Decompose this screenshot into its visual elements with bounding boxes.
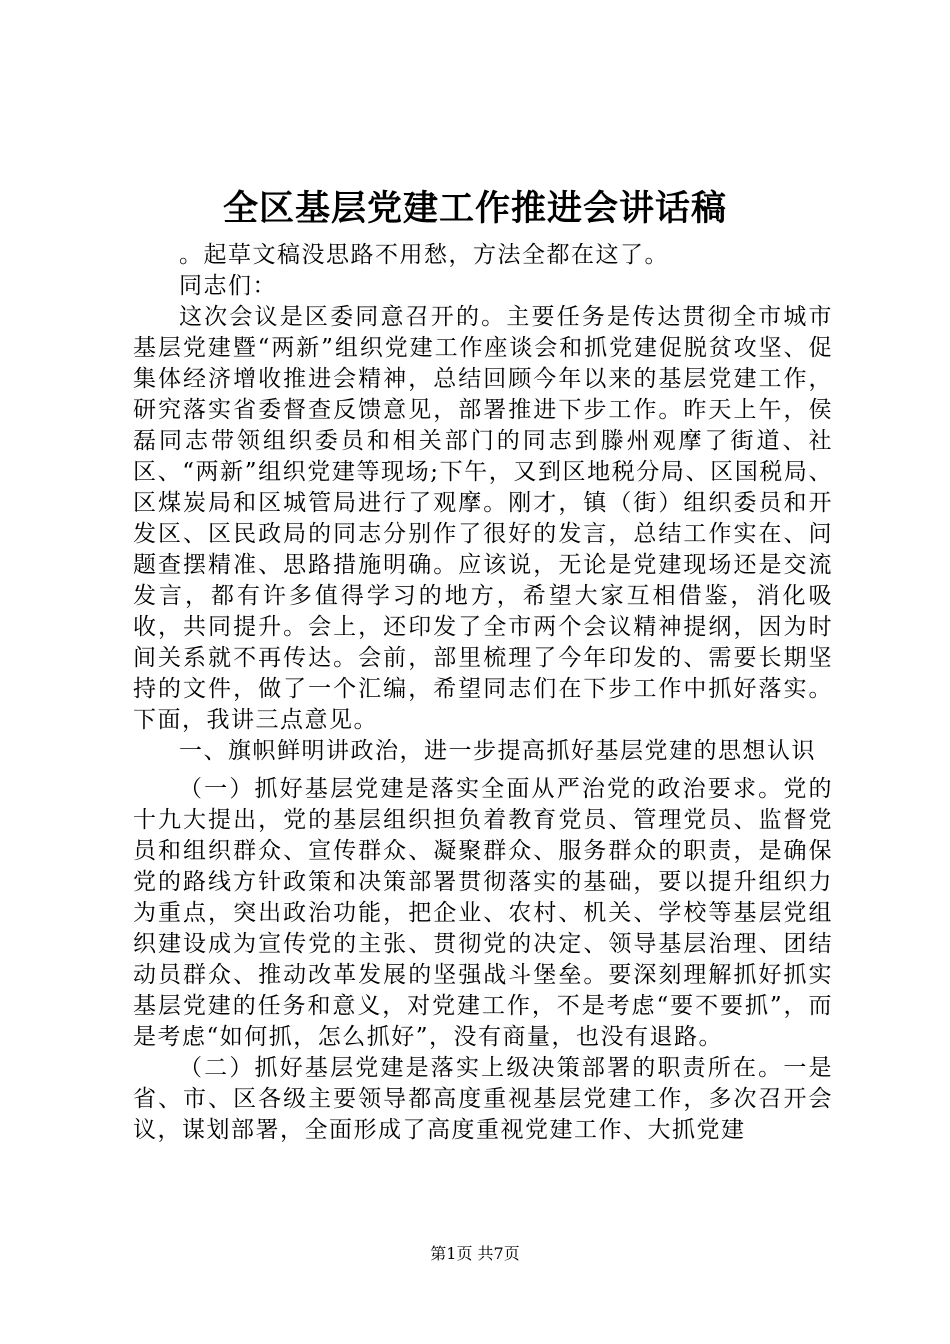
page-footer: 第1页 共7页 [430, 1244, 520, 1263]
document-title: 全区基层党建工作推进会讲话稿 [222, 188, 727, 229]
salutation: 同志们： [179, 273, 277, 299]
paragraph-opening: 这次会议是区委同意召开的。主要任务是传达贯彻全市城市基层党建暨“两新”组织党建工作座谈会和抓党建促脱贫攻坚、促集体经济增收推进会精神，总结回顾今年以来的基层党建工作，研究落实省委督查反馈意见，部署推进下步工作。昨天上午，侯磊同志带领组织委员和相关部门的同志到滕州观摩了街道、社区、“两新”组织党建等现场;下午，又到区地税分局、区国税局、区煤炭局和区城管局进行了观摩。刚才，镇（街）组织委员和开发区、区民政局的同志分别作了很好的发言，总结工作实在、问题查摆精准、思路措施明确。应该说，无论是党建现场还是交流发言，都有许多值得学习的地方，希望大家互相借鉴，消化吸收，共同提升。会上，还印发了全市两个会议精神提纲，因为时间关系就不再传达。会前，部里梳理了今年印发的、需要长期坚持的文件，做了一个汇编，希望同志们在下步工作中抓好落实。下面，我讲三点意见。 [133, 304, 833, 733]
intro-line: 。起草文稿没思路不用愁，方法全都在这了。 [179, 242, 669, 268]
paragraph-point-1: （一）抓好基层党建是落实全面从严治党的政治要求。党的十九大提出，党的基层组织担负着教育党员、管理党员、监督党员和组织群众、宣传群众、凝聚群众、服务群众的职责，是确保党的路线方针政策和决策部署贯彻落实的基础，要以提升组织力为重点，突出政治功能，把企业、农村、机关、学校等基层党组织建设成为宣传党的主张、贯彻党的决定、领导基层治理、团结动员群众、推动改革发展的坚强战斗堡垒。要深刻理解抓好抓实基层党建的任务和意义，对党建工作，不是考虑“要不要抓”，而是考虑“如何抓，怎么抓好”，没有商量，也没有退路。 [133, 776, 833, 1050]
paragraph-point-2: （二）抓好基层党建是落实上级决策部署的职责所在。一是省、市、区各级主要领导都高度重视基层党建工作，多次召开会议，谋划部署，全面形成了高度重视党建工作、大抓党建 [133, 1055, 833, 1143]
section-heading-1: 一、旗帜鲜明讲政治，进一步提高抓好基层党建的思想认识 [179, 738, 816, 764]
document-body [133, 240, 833, 1146]
